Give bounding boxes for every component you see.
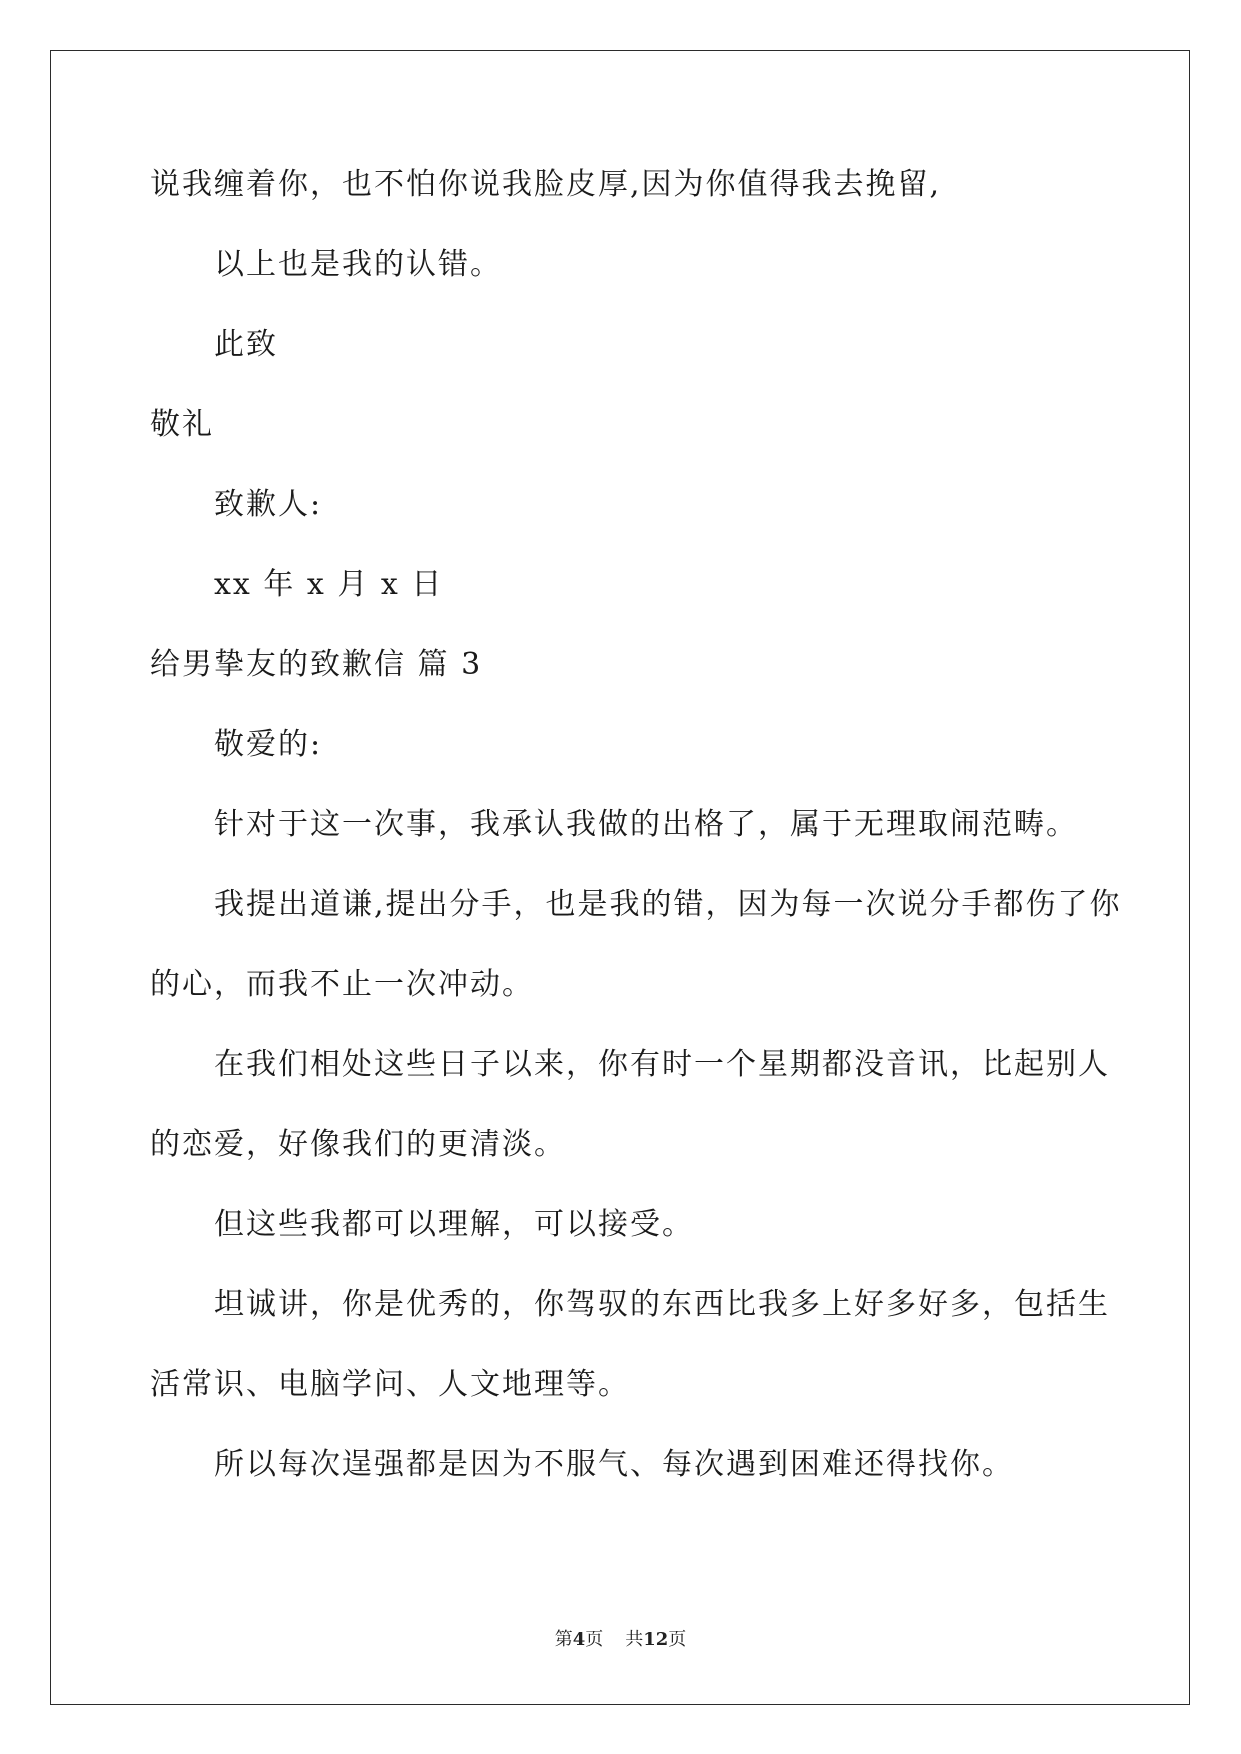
paragraph-line: 坦诚讲，你是优秀的，你驾驭的东西比我多上好多好多，包括生 [214, 1287, 1110, 1322]
page-suffix: 页 [585, 1629, 604, 1650]
closing-salutation: 此致 [214, 327, 278, 362]
date-line: xx 年 x 月 x 日 [214, 567, 444, 602]
closing-regards: 敬礼 [150, 407, 214, 442]
total-prefix: 共 [625, 1629, 644, 1650]
paragraph-line: 的恋爱，好像我们的更清淡。 [150, 1127, 566, 1162]
total-suffix: 页 [668, 1629, 687, 1650]
paragraph-line: 我提出道谦,提出分手，也是我的错，因为每一次说分手都伤了你 [214, 887, 1122, 922]
document-body [150, 165, 1122, 1525]
greeting-line: 敬爱的: [214, 727, 323, 762]
total-pages: 12 [643, 1629, 669, 1650]
paragraph-line: 但这些我都可以理解，可以接受。 [214, 1207, 694, 1242]
paragraph-line: 活常识、电脑学问、人文地理等。 [150, 1367, 630, 1402]
paragraph-line: 在我们相处这些日子以来，你有时一个星期都没音讯，比起别人 [214, 1047, 1110, 1082]
signature-label: 致歉人: [214, 487, 323, 522]
section-heading: 给男挚友的致歉信 篇 3 [150, 647, 483, 682]
paragraph-line: 所以每次逞强都是因为不服气、每次遇到困难还得找你。 [214, 1447, 1014, 1482]
page-prefix: 第 [554, 1629, 573, 1650]
paragraph-line: 说我缠着你，也不怕你说我脸皮厚,因为你值得我去挽留, [150, 167, 942, 202]
paragraph-line: 以上也是我的认错。 [214, 247, 502, 282]
paragraph-line: 针对于这一次事，我承认我做的出格了，属于无理取闹范畴。 [214, 807, 1078, 842]
page-number: 4 [572, 1629, 586, 1650]
paragraph-line: 的心，而我不止一次冲动。 [150, 967, 534, 1002]
page-footer [0, 1628, 1241, 1652]
